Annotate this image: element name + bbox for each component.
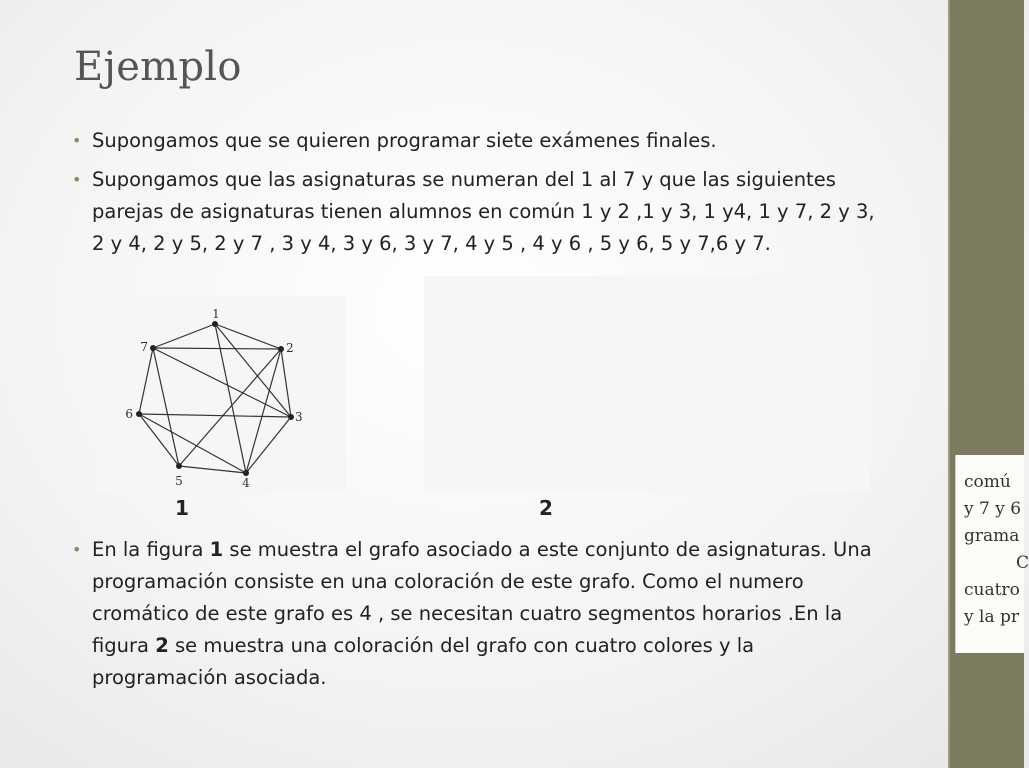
vertex-label: 3 [295, 410, 303, 424]
vertex-label: 4 [242, 476, 250, 490]
graph-1-svg [96, 296, 346, 492]
thumbnail-line: y la pr [964, 607, 1019, 627]
graph-2-svg [424, 276, 870, 492]
figure-1-label: 1 [175, 496, 189, 520]
graph-vertex [288, 414, 294, 420]
thumbnail-line: comú [964, 472, 1011, 492]
vertex-label: 7 [140, 340, 148, 354]
thumbnail-line: C [1016, 553, 1029, 573]
next-slide-thumbnail[interactable] [955, 455, 1029, 653]
bullet-text: se muestra el grafo asociado a este conjunto de asignaturas. Una programación consiste en una coloración de este grafo. Como el numero cromático de este grafo es 4 , se necesitan cuatro segmentos horarios .En la figura [92, 538, 872, 657]
graph-edge [246, 417, 291, 473]
graph-vertex [278, 346, 284, 352]
bullet-item: • Supongamos que se quieren programar siete exámenes finales. [72, 125, 892, 157]
graph-edge [153, 324, 215, 348]
bullet-text: En la figura [92, 538, 210, 561]
figure-2-label: 2 [539, 496, 553, 520]
vertex-label: 5 [175, 474, 183, 488]
graph-edge [139, 348, 153, 414]
vertex-label: 2 [286, 341, 294, 355]
vertex-label: 1 [212, 307, 220, 321]
vertex-label: 6 [125, 407, 133, 421]
sidebar-edge [948, 0, 950, 768]
bullet-text: se muestra una coloración del grafo con cuatro colores y la programación asociada. [92, 634, 755, 689]
figure-1-graph [96, 296, 346, 492]
graph-vertex [212, 321, 218, 327]
thumbnail-line: y 7 y 6 [964, 499, 1022, 519]
graph-edge [139, 414, 246, 473]
graph-edge [153, 348, 281, 349]
thumbnail-line: cuatro [964, 580, 1020, 600]
thumbnail-line: grama [964, 526, 1020, 546]
figure-ref: 1 [209, 538, 224, 561]
graph-vertex [176, 463, 182, 469]
graph-vertex [150, 345, 156, 351]
figure-2-colored-graph [424, 276, 870, 492]
graph-edge [215, 324, 246, 473]
bullet-item: • Supongamos que las asignaturas se numeran del 1 al 7 y que las siguientes parejas de asignaturas tienen alumnos en común 1 y 2 ,1 y 3, 1 y4, 1 y 7, 2 y 3, 2 y 4, 2 y 5, 2 y 7 , 3 y 4, 3 y 6, 3 y 7, 4 y 5 , 4 y 6 , 5 y 6, 5 y 7,6 y 7. [72, 164, 892, 260]
bullet-item [72, 534, 892, 694]
slide-title: Ejemplo [74, 44, 242, 90]
figure-ref: 2 [155, 634, 169, 657]
graph-edge [139, 414, 291, 417]
graph-vertex [136, 411, 142, 417]
